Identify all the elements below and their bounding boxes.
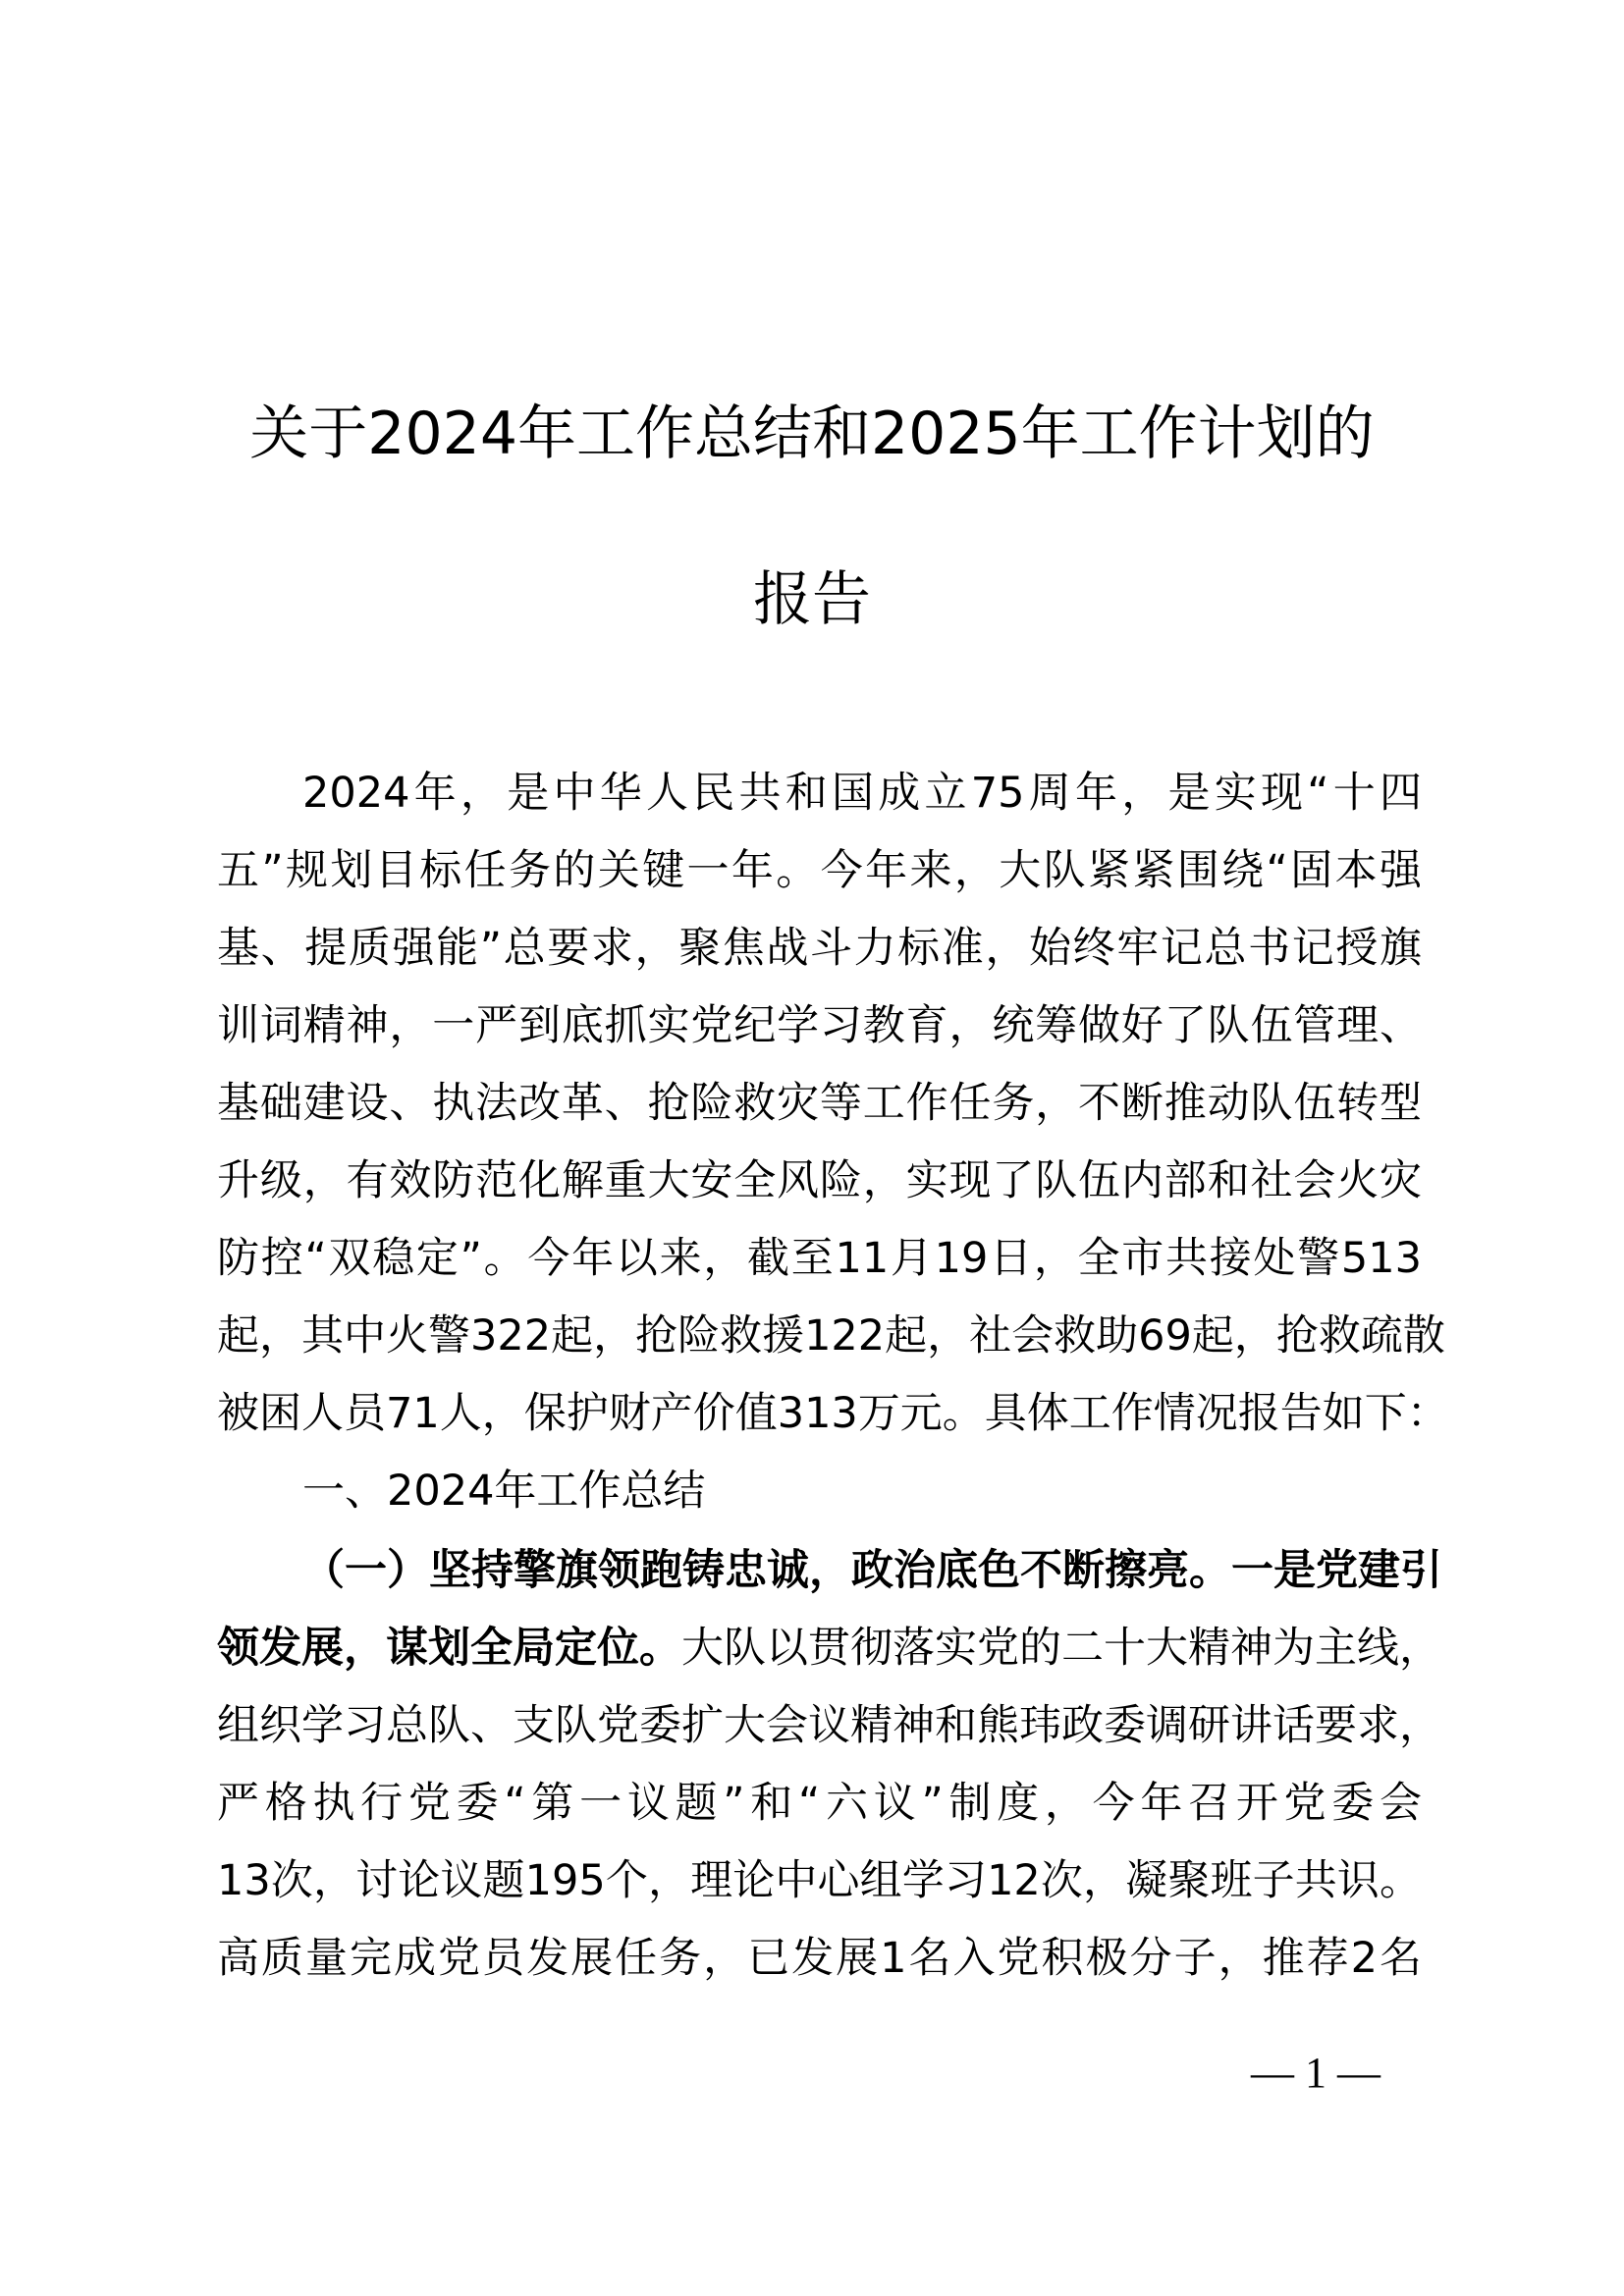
document-title-line-1: 关于2024年工作总结和2025年工作计划的 xyxy=(249,400,1375,468)
document-title-line-2: 报告 xyxy=(753,565,871,634)
intro-paragraph-line-5: 基础建设、执法改革、抢险救灾等工作任务，不断推动队伍转型 xyxy=(217,1079,1422,1128)
intro-paragraph-line-3: 基、提质强能”总要求，聚焦战斗力标准，始终牢记总书记授旗 xyxy=(217,924,1422,973)
subsection-paragraph-line-3: 组织学习总队、支队党委扩大会议精神和熊玮政委调研讲话要求， xyxy=(217,1701,1441,1750)
intro-paragraph-line-8: 起，其中火警322起，抢险救援122起，社会救助69起，抢救疏散 xyxy=(217,1311,1445,1361)
subsection-text: 大队以贯彻落实党的二十大精神为主线， xyxy=(681,1624,1441,1673)
intro-paragraph-line-1: 2024年，是中华人民共和国成立75周年，是实现“十四 xyxy=(302,769,1422,818)
intro-paragraph-line-7: 防控“双稳定”。今年以来，截至11月19日，全市共接处警513 xyxy=(217,1234,1422,1283)
subsection-bold-lead: 领发展，谋划全局定位。 xyxy=(217,1624,681,1673)
section-heading-1: 一、2024年工作总结 xyxy=(302,1467,706,1516)
subsection-paragraph-line-5: 13次，讨论议题195个，理论中心组学习12次，凝聚班子共识。 xyxy=(217,1856,1422,1905)
intro-paragraph-line-9: 被困人员71人，保护财产价值313万元。具体工作情况报告如下： xyxy=(217,1389,1449,1438)
subsection-heading-line-1: （一）坚持擎旗领跑铸忠诚，政治底色不断擦亮。一是党建引 xyxy=(302,1546,1442,1595)
subsection-paragraph-line-2 xyxy=(217,1619,1441,1678)
subsection-paragraph-line-4: 严格执行党委“第一议题”和“六议”制度，今年召开党委会 xyxy=(217,1779,1422,1828)
subsection-paragraph-line-6: 高质量完成党员发展任务，已发展1名入党积极分子，推荐2名 xyxy=(217,1934,1422,1983)
intro-paragraph-line-6: 升级，有效防范化解重大安全风险，实现了队伍内部和社会火灾 xyxy=(217,1156,1422,1205)
intro-paragraph-line-4: 训词精神，一严到底抓实党纪学习教育，统筹做好了队伍管理、 xyxy=(217,1001,1422,1050)
intro-paragraph-line-2: 五”规划目标任务的关键一年。今年来，大队紧紧围绕“固本强 xyxy=(217,846,1422,895)
page-number: — 1 — xyxy=(1251,2049,1380,2097)
